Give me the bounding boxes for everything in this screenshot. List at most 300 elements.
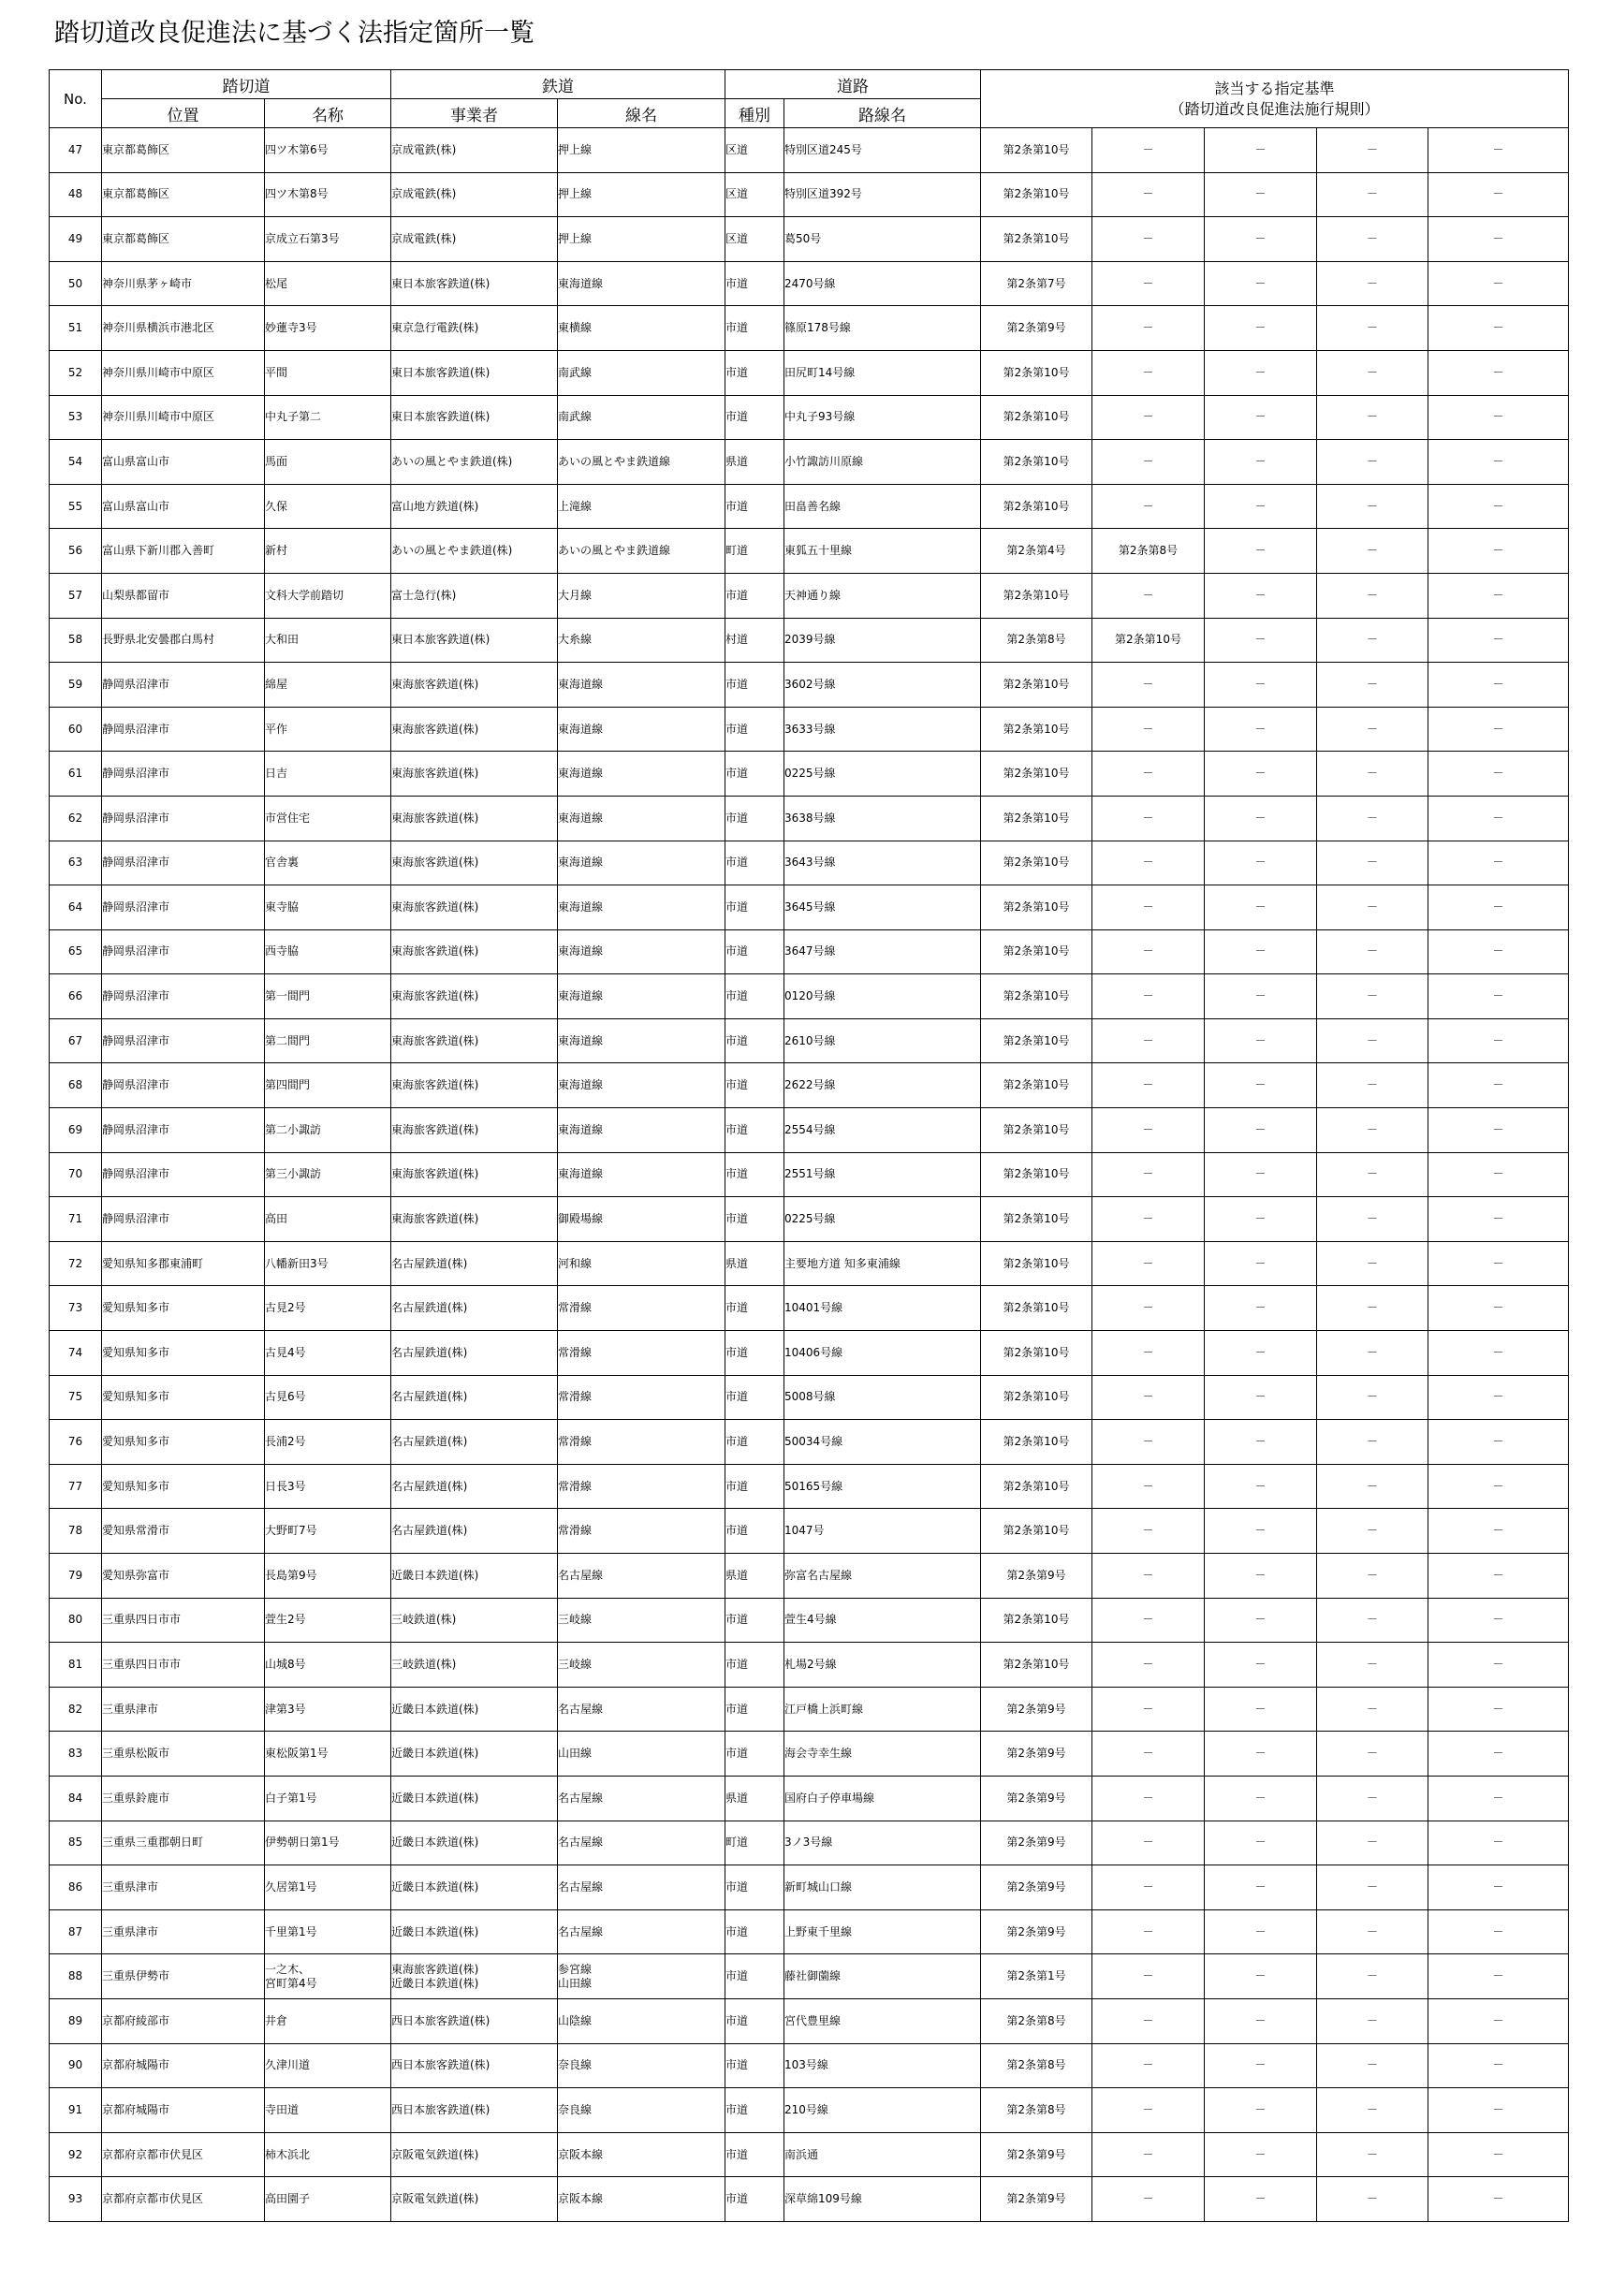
cell-no: 82 xyxy=(50,1687,102,1732)
cell-line: 東海道線 xyxy=(558,752,725,797)
table-row xyxy=(50,128,1569,173)
cell-criteria-3: － xyxy=(1205,128,1317,173)
cell-criteria-2: － xyxy=(1092,350,1205,395)
cell-location: 愛知県知多市 xyxy=(102,1375,265,1420)
cell-criteria-3: － xyxy=(1205,440,1317,485)
cell-line-line-1: 参宮線 xyxy=(558,1962,593,1976)
cell-criteria-5: － xyxy=(1428,1954,1569,1999)
cell-location: 長野県北安曇郡白馬村 xyxy=(102,618,265,663)
cell-criteria-3: － xyxy=(1205,1197,1317,1242)
cell-location: 静岡県沼津市 xyxy=(102,929,265,974)
cell-location: 京都府京都市伏見区 xyxy=(102,2177,265,2222)
cell-route: 3638号線 xyxy=(784,796,981,841)
cell-line: 山陰線 xyxy=(558,1998,725,2043)
cell-criteria-4: － xyxy=(1317,796,1428,841)
cell-route: 天神通り線 xyxy=(784,573,981,618)
cell-criteria-3: － xyxy=(1205,261,1317,306)
cell-no: 71 xyxy=(50,1197,102,1242)
cell-crossing-name: 妙蓮寺3号 xyxy=(265,306,391,351)
cell-criteria-4: － xyxy=(1317,2132,1428,2177)
cell-criteria-5: － xyxy=(1428,1286,1569,1331)
cell-criteria-1: 第2条第9号 xyxy=(981,306,1092,351)
cell-criteria-2: － xyxy=(1092,796,1205,841)
cell-road-type: 町道 xyxy=(725,1821,784,1865)
cell-no: 69 xyxy=(50,1108,102,1153)
cell-criteria-1: 第2条第10号 xyxy=(981,1286,1092,1331)
cell-crossing-name: 長島第9号 xyxy=(265,1554,391,1599)
table-row xyxy=(50,618,1569,663)
cell-crossing-name: 四ツ木第6号 xyxy=(265,128,391,173)
cell-criteria-5: － xyxy=(1428,172,1569,217)
cell-criteria-5: － xyxy=(1428,1687,1569,1732)
cell-criteria-3: － xyxy=(1205,306,1317,351)
cell-line: 東海道線 xyxy=(558,707,725,752)
cell-road-type: 市道 xyxy=(725,796,784,841)
cell-crossing-name: 市営住宅 xyxy=(265,796,391,841)
cell-criteria-2: － xyxy=(1092,1776,1205,1821)
cell-line: 常滑線 xyxy=(558,1375,725,1420)
cell-criteria-4: － xyxy=(1317,128,1428,173)
table-row xyxy=(50,172,1569,217)
cell-criteria-5: － xyxy=(1428,1821,1569,1865)
cell-line: 東海道線 xyxy=(558,841,725,885)
cell-route: 10406号線 xyxy=(784,1331,981,1376)
cell-criteria-4: － xyxy=(1317,1197,1428,1242)
cell-criteria-5: － xyxy=(1428,1998,1569,2043)
cell-criteria-3: － xyxy=(1205,796,1317,841)
designated-crossings-table xyxy=(49,69,1569,2222)
cell-criteria-5: － xyxy=(1428,2088,1569,2133)
cell-criteria-2: － xyxy=(1092,841,1205,885)
header-criteria-title: 該当する指定基準 xyxy=(1214,79,1335,97)
cell-no: 54 xyxy=(50,440,102,485)
table-row xyxy=(50,1687,1569,1732)
cell-criteria-4: － xyxy=(1317,841,1428,885)
cell-road-type: 市道 xyxy=(725,306,784,351)
cell-crossing-name: 馬面 xyxy=(265,440,391,485)
cell-road-type: 町道 xyxy=(725,529,784,574)
cell-route: 札場2号線 xyxy=(784,1643,981,1688)
cell-line: 名古屋線 xyxy=(558,1909,725,1954)
cell-line: 御殿場線 xyxy=(558,1197,725,1242)
cell-route: 田畠善名線 xyxy=(784,484,981,529)
cell-criteria-2: － xyxy=(1092,752,1205,797)
cell-operator: 名古屋鉄道(株) xyxy=(391,1241,558,1286)
cell-criteria-4: － xyxy=(1317,261,1428,306)
cell-road-type: 市道 xyxy=(725,1420,784,1465)
cell-no: 89 xyxy=(50,1998,102,2043)
cell-criteria-5: － xyxy=(1428,1865,1569,1910)
cell-no: 50 xyxy=(50,261,102,306)
cell-crossing-name: 綿屋 xyxy=(265,663,391,708)
cell-criteria-5: － xyxy=(1428,796,1569,841)
table-row xyxy=(50,1821,1569,1865)
cell-operator: 東海旅客鉄道(株) xyxy=(391,1018,558,1063)
cell-operator: 東海旅客鉄道(株) xyxy=(391,974,558,1019)
cell-criteria-4: － xyxy=(1317,1732,1428,1777)
cell-road-type: 市道 xyxy=(725,707,784,752)
cell-location: 三重県四日市市 xyxy=(102,1643,265,1688)
cell-crossing-name: 第二小諏訪 xyxy=(265,1108,391,1153)
cell-line: 常滑線 xyxy=(558,1509,725,1554)
cell-location: 愛知県知多市 xyxy=(102,1420,265,1465)
cell-no: 53 xyxy=(50,395,102,440)
cell-no: 76 xyxy=(50,1420,102,1465)
cell-line: 奈良線 xyxy=(558,2088,725,2133)
header-route: 路線名 xyxy=(784,99,981,128)
header-criteria xyxy=(981,70,1569,128)
cell-criteria-5: － xyxy=(1428,841,1569,885)
cell-criteria-5: － xyxy=(1428,1152,1569,1197)
cell-location: 山梨県都留市 xyxy=(102,573,265,618)
cell-line: 東海道線 xyxy=(558,1018,725,1063)
cell-line: 東横線 xyxy=(558,306,725,351)
cell-route: 新町城山口線 xyxy=(784,1865,981,1910)
cell-no: 48 xyxy=(50,172,102,217)
cell-location: 神奈川県川崎市中原区 xyxy=(102,350,265,395)
cell-route: 0120号線 xyxy=(784,974,981,1019)
cell-location: 静岡県沼津市 xyxy=(102,1108,265,1153)
cell-criteria-1: 第2条第10号 xyxy=(981,974,1092,1019)
cell-operator: 名古屋鉄道(株) xyxy=(391,1464,558,1509)
cell-criteria-4: － xyxy=(1317,306,1428,351)
cell-crossing-name: 津第3号 xyxy=(265,1687,391,1732)
cell-no: 74 xyxy=(50,1331,102,1376)
cell-criteria-2: － xyxy=(1092,1821,1205,1865)
cell-criteria-2: － xyxy=(1092,2132,1205,2177)
cell-crossing-name: 第四間門 xyxy=(265,1063,391,1108)
cell-route: 2039号線 xyxy=(784,618,981,663)
cell-criteria-4: － xyxy=(1317,1687,1428,1732)
cell-criteria-2: － xyxy=(1092,1241,1205,1286)
cell-road-type: 市道 xyxy=(725,1598,784,1643)
cell-location: 静岡県沼津市 xyxy=(102,707,265,752)
cell-operator: 東海旅客鉄道(株) xyxy=(391,1063,558,1108)
cell-criteria-1: 第2条第10号 xyxy=(981,217,1092,262)
table-row xyxy=(50,1241,1569,1286)
cell-crossing-name: 大野町7号 xyxy=(265,1509,391,1554)
cell-road-type: 市道 xyxy=(725,1018,784,1063)
cell-route: 主要地方道 知多東浦線 xyxy=(784,1241,981,1286)
cell-line: 東海道線 xyxy=(558,1063,725,1108)
table-row xyxy=(50,484,1569,529)
cell-criteria-4: － xyxy=(1317,1821,1428,1865)
table-row xyxy=(50,1197,1569,1242)
header-no: No. xyxy=(50,70,102,128)
header-location: 位置 xyxy=(102,99,265,128)
cell-no: 86 xyxy=(50,1865,102,1910)
cell-criteria-1: 第2条第10号 xyxy=(981,484,1092,529)
cell-line: 三岐線 xyxy=(558,1598,725,1643)
cell-route: 海会寺幸生線 xyxy=(784,1732,981,1777)
cell-crossing-name: 平間 xyxy=(265,350,391,395)
cell-criteria-5: － xyxy=(1428,1108,1569,1153)
cell-criteria-4: － xyxy=(1317,395,1428,440)
table-row xyxy=(50,1464,1569,1509)
cell-criteria-2: － xyxy=(1092,1197,1205,1242)
cell-line: 大月線 xyxy=(558,573,725,618)
cell-criteria-1: 第2条第10号 xyxy=(981,1420,1092,1465)
cell-criteria-1: 第2条第10号 xyxy=(981,885,1092,930)
cell-no: 60 xyxy=(50,707,102,752)
cell-criteria-1: 第2条第9号 xyxy=(981,1776,1092,1821)
table-row xyxy=(50,752,1569,797)
cell-operator: 東日本旅客鉄道(株) xyxy=(391,395,558,440)
cell-line: 名古屋線 xyxy=(558,1821,725,1865)
cell-no: 59 xyxy=(50,663,102,708)
cell-line: 東海道線 xyxy=(558,1152,725,1197)
cell-criteria-2: － xyxy=(1092,663,1205,708)
cell-criteria-3: － xyxy=(1205,707,1317,752)
cell-route: 宮代豊里線 xyxy=(784,1998,981,2043)
cell-route: 2470号線 xyxy=(784,261,981,306)
cell-criteria-3: － xyxy=(1205,1821,1317,1865)
cell-criteria-1: 第2条第10号 xyxy=(981,1108,1092,1153)
cell-criteria-1: 第2条第9号 xyxy=(981,1732,1092,1777)
cell-operator: 京成電鉄(株) xyxy=(391,217,558,262)
table-row xyxy=(50,2132,1569,2177)
cell-crossing-name: 柿木浜北 xyxy=(265,2132,391,2177)
table-row xyxy=(50,885,1569,930)
header-line: 線名 xyxy=(558,99,725,128)
cell-crossing-name: 久保 xyxy=(265,484,391,529)
cell-criteria-1: 第2条第8号 xyxy=(981,618,1092,663)
cell-road-type: 市道 xyxy=(725,752,784,797)
cell-no: 61 xyxy=(50,752,102,797)
cell-criteria-3: － xyxy=(1205,752,1317,797)
cell-criteria-2: － xyxy=(1092,707,1205,752)
cell-criteria-3: － xyxy=(1205,2177,1317,2222)
cell-criteria-5: － xyxy=(1428,573,1569,618)
table-row xyxy=(50,217,1569,262)
cell-line: 大糸線 xyxy=(558,618,725,663)
cell-road-type: 市道 xyxy=(725,261,784,306)
cell-criteria-2: － xyxy=(1092,974,1205,1019)
cell-criteria-3: － xyxy=(1205,1776,1317,1821)
cell-location: 静岡県沼津市 xyxy=(102,752,265,797)
cell-criteria-2: － xyxy=(1092,306,1205,351)
cell-criteria-2: 第2条第10号 xyxy=(1092,618,1205,663)
cell-criteria-1: 第2条第10号 xyxy=(981,1063,1092,1108)
cell-operator xyxy=(391,1954,558,1999)
cell-criteria-4: － xyxy=(1317,1464,1428,1509)
cell-criteria-2: － xyxy=(1092,1420,1205,1465)
cell-criteria-3: － xyxy=(1205,1909,1317,1954)
cell-criteria-2: － xyxy=(1092,1732,1205,1777)
cell-line: 押上線 xyxy=(558,172,725,217)
cell-crossing-name: 日吉 xyxy=(265,752,391,797)
cell-operator: 京阪電気鉄道(株) xyxy=(391,2177,558,2222)
cell-criteria-1: 第2条第9号 xyxy=(981,2132,1092,2177)
cell-route: 上野東千里線 xyxy=(784,1909,981,1954)
cell-line: 押上線 xyxy=(558,217,725,262)
cell-crossing-name: 古見6号 xyxy=(265,1375,391,1420)
cell-no: 78 xyxy=(50,1509,102,1554)
cell-line: 名古屋線 xyxy=(558,1687,725,1732)
cell-criteria-4: － xyxy=(1317,1152,1428,1197)
cell-route: 210号線 xyxy=(784,2088,981,2133)
cell-criteria-5: － xyxy=(1428,1509,1569,1554)
cell-criteria-1: 第2条第10号 xyxy=(981,1598,1092,1643)
cell-criteria-1: 第2条第9号 xyxy=(981,1687,1092,1732)
cell-route: 弥富名古屋線 xyxy=(784,1554,981,1599)
cell-no: 67 xyxy=(50,1018,102,1063)
cell-road-type: 市道 xyxy=(725,1954,784,1999)
cell-operator: 西日本旅客鉄道(株) xyxy=(391,2088,558,2133)
cell-road-type: 市道 xyxy=(725,1643,784,1688)
cell-criteria-3: － xyxy=(1205,1331,1317,1376)
cell-route: 特別区道392号 xyxy=(784,172,981,217)
cell-no: 87 xyxy=(50,1909,102,1954)
cell-criteria-3: － xyxy=(1205,1509,1317,1554)
cell-road-type: 市道 xyxy=(725,2088,784,2133)
cell-line: 山田線 xyxy=(558,1732,725,1777)
cell-no: 63 xyxy=(50,841,102,885)
cell-criteria-1: 第2条第4号 xyxy=(981,529,1092,574)
cell-location: 東京都葛飾区 xyxy=(102,172,265,217)
table-row xyxy=(50,1643,1569,1688)
cell-road-type: 区道 xyxy=(725,172,784,217)
cell-operator: 近畿日本鉄道(株) xyxy=(391,1554,558,1599)
cell-road-type: 市道 xyxy=(725,2177,784,2222)
cell-crossing-name: 官舎裏 xyxy=(265,841,391,885)
cell-criteria-4: － xyxy=(1317,1998,1428,2043)
cell-criteria-4: － xyxy=(1317,440,1428,485)
cell-criteria-5: － xyxy=(1428,1732,1569,1777)
cell-criteria-1: 第2条第10号 xyxy=(981,440,1092,485)
cell-operator: 近畿日本鉄道(株) xyxy=(391,1776,558,1821)
cell-road-type: 市道 xyxy=(725,974,784,1019)
cell-operator: 三岐鉄道(株) xyxy=(391,1643,558,1688)
table-row xyxy=(50,1331,1569,1376)
cell-route: 103号線 xyxy=(784,2043,981,2088)
cell-line: 上滝線 xyxy=(558,484,725,529)
cell-criteria-3: － xyxy=(1205,841,1317,885)
cell-route: 3602号線 xyxy=(784,663,981,708)
cell-operator: 京成電鉄(株) xyxy=(391,172,558,217)
cell-criteria-3: － xyxy=(1205,2043,1317,2088)
cell-operator: 西日本旅客鉄道(株) xyxy=(391,2043,558,2088)
cell-criteria-4: － xyxy=(1317,1241,1428,1286)
cell-location: 三重県松阪市 xyxy=(102,1732,265,1777)
cell-criteria-5: － xyxy=(1428,707,1569,752)
cell-criteria-1: 第2条第10号 xyxy=(981,1509,1092,1554)
cell-no: 56 xyxy=(50,529,102,574)
cell-line: 河和線 xyxy=(558,1241,725,1286)
cell-criteria-4: － xyxy=(1317,1331,1428,1376)
cell-criteria-3: － xyxy=(1205,663,1317,708)
cell-operator: 東海旅客鉄道(株) xyxy=(391,796,558,841)
cell-criteria-3: － xyxy=(1205,1554,1317,1599)
cell-criteria-4: － xyxy=(1317,707,1428,752)
cell-no: 93 xyxy=(50,2177,102,2222)
cell-criteria-3: － xyxy=(1205,885,1317,930)
cell-operator: 西日本旅客鉄道(株) xyxy=(391,1998,558,2043)
cell-no: 47 xyxy=(50,128,102,173)
cell-operator: 名古屋鉄道(株) xyxy=(391,1286,558,1331)
cell-location: 静岡県沼津市 xyxy=(102,885,265,930)
cell-route: 3645号線 xyxy=(784,885,981,930)
cell-line: あいの風とやま鉄道線 xyxy=(558,440,725,485)
cell-crossing-name: 萱生2号 xyxy=(265,1598,391,1643)
cell-operator: 近畿日本鉄道(株) xyxy=(391,1865,558,1910)
cell-road-type: 市道 xyxy=(725,1865,784,1910)
cell-criteria-3: － xyxy=(1205,974,1317,1019)
table-row xyxy=(50,663,1569,708)
cell-criteria-3: － xyxy=(1205,350,1317,395)
cell-location: 愛知県知多市 xyxy=(102,1331,265,1376)
cell-criteria-2: － xyxy=(1092,1108,1205,1153)
cell-crossing-name: 高田 xyxy=(265,1197,391,1242)
cell-operator: あいの風とやま鉄道(株) xyxy=(391,529,558,574)
table-header xyxy=(50,70,1569,128)
cell-criteria-2: － xyxy=(1092,2177,1205,2222)
cell-road-type: 県道 xyxy=(725,1554,784,1599)
cell-criteria-2: － xyxy=(1092,1865,1205,1910)
cell-location: 三重県津市 xyxy=(102,1865,265,1910)
table-row xyxy=(50,2088,1569,2133)
table-row xyxy=(50,306,1569,351)
cell-route: 0225号線 xyxy=(784,1197,981,1242)
cell-criteria-4: － xyxy=(1317,1776,1428,1821)
cell-road-type: 市道 xyxy=(725,484,784,529)
cell-line: 東海道線 xyxy=(558,885,725,930)
cell-road-type: 市道 xyxy=(725,2043,784,2088)
cell-road-type: 市道 xyxy=(725,1331,784,1376)
cell-criteria-4: － xyxy=(1317,1598,1428,1643)
cell-no: 64 xyxy=(50,885,102,930)
cell-operator: 富士急行(株) xyxy=(391,573,558,618)
cell-route: 国府白子停車場線 xyxy=(784,1776,981,1821)
cell-route: 2622号線 xyxy=(784,1063,981,1108)
cell-criteria-5: － xyxy=(1428,1241,1569,1286)
cell-operator-line-2: 近畿日本鉄道(株) xyxy=(391,1976,479,1990)
cell-crossing-name-line-1: 一之木、 xyxy=(265,1962,311,1976)
cell-criteria-2: － xyxy=(1092,1152,1205,1197)
table-row xyxy=(50,1018,1569,1063)
cell-crossing-name: 久居第1号 xyxy=(265,1865,391,1910)
cell-criteria-4: － xyxy=(1317,2177,1428,2222)
cell-location: 愛知県知多市 xyxy=(102,1286,265,1331)
cell-road-type: 市道 xyxy=(725,1909,784,1954)
cell-criteria-4: － xyxy=(1317,350,1428,395)
cell-route: 3647号線 xyxy=(784,929,981,974)
cell-operator: 東海旅客鉄道(株) xyxy=(391,1197,558,1242)
cell-crossing-name: 平作 xyxy=(265,707,391,752)
cell-criteria-3: － xyxy=(1205,1732,1317,1777)
cell-criteria-5: － xyxy=(1428,2177,1569,2222)
cell-location: 愛知県弥富市 xyxy=(102,1554,265,1599)
cell-criteria-1: 第2条第10号 xyxy=(981,796,1092,841)
cell-criteria-1: 第2条第10号 xyxy=(981,1241,1092,1286)
table-row xyxy=(50,1063,1569,1108)
cell-criteria-2: － xyxy=(1092,573,1205,618)
header-railway: 鉄道 xyxy=(391,70,725,99)
cell-route: 3643号線 xyxy=(784,841,981,885)
cell-route: 葛50号 xyxy=(784,217,981,262)
cell-crossing-name: 東松阪第1号 xyxy=(265,1732,391,1777)
cell-location: 神奈川県茅ヶ崎市 xyxy=(102,261,265,306)
cell-criteria-5: － xyxy=(1428,974,1569,1019)
cell-route: 中丸子93号線 xyxy=(784,395,981,440)
table-row xyxy=(50,929,1569,974)
cell-line: 京阪本線 xyxy=(558,2177,725,2222)
cell-road-type: 市道 xyxy=(725,1063,784,1108)
cell-no: 66 xyxy=(50,974,102,1019)
cell-criteria-2: － xyxy=(1092,2088,1205,2133)
cell-criteria-1: 第2条第1号 xyxy=(981,1954,1092,1999)
cell-location: 愛知県知多郡東浦町 xyxy=(102,1241,265,1286)
